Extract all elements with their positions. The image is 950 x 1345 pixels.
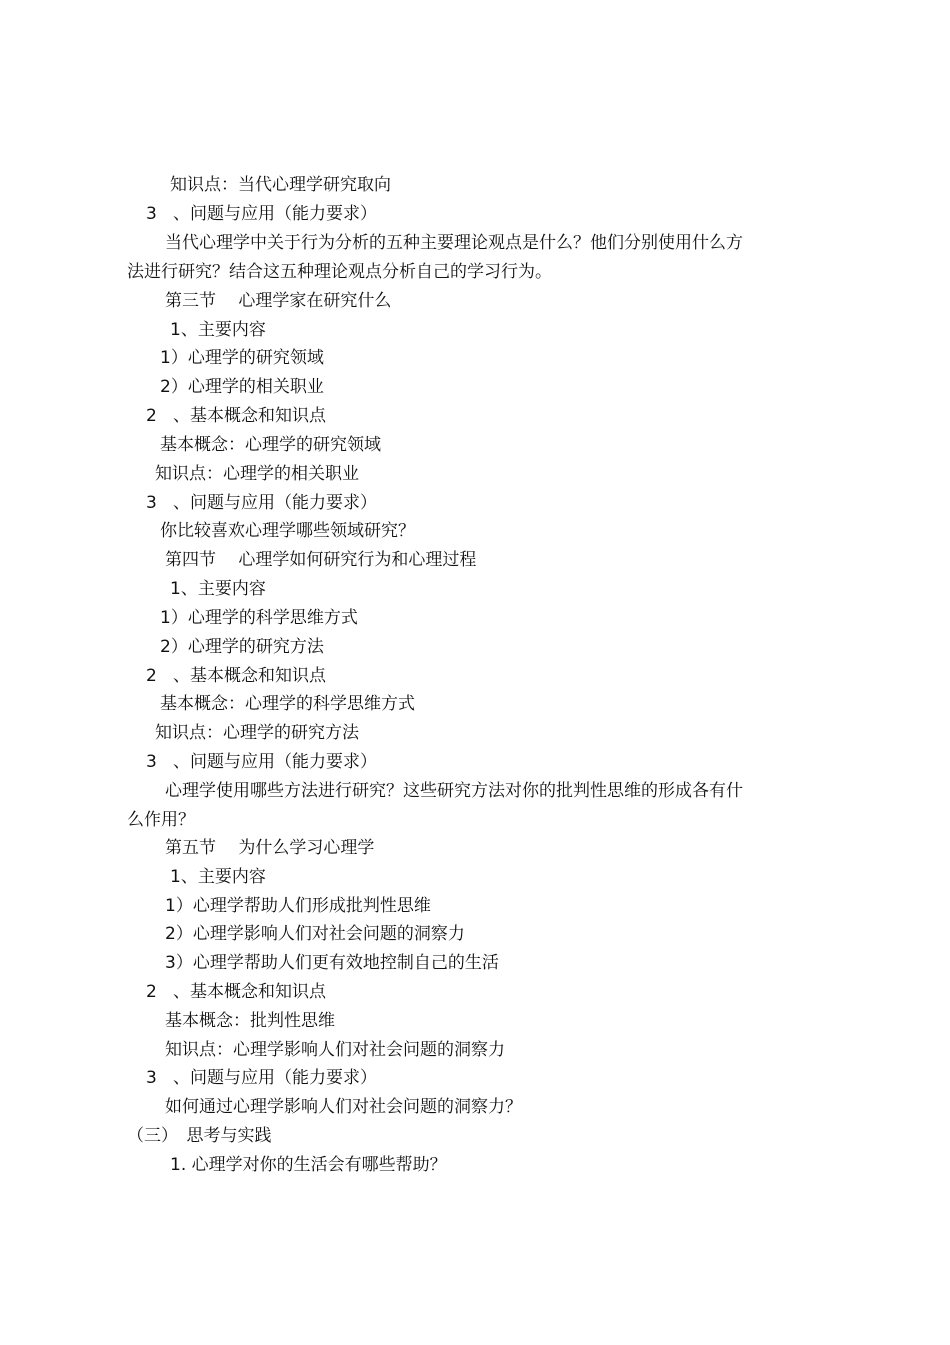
knowledge-point-line: 知识点：心理学影响人们对社会问题的洞察力 [165,1040,505,1060]
heading-number: 3 [146,204,157,224]
subheading: 1、主要内容 [170,579,266,599]
paragraph-line: 你比较喜欢心理学哪些领域研究？ [160,521,415,541]
heading-text: 、问题与应用（能力要求） [173,752,377,772]
list-item: 2）心理学的相关职业 [160,377,324,397]
list-item: 1）心理学的科学思维方式 [160,608,358,628]
list-item: 2）心理学的研究方法 [160,637,324,657]
heading-text: 、基本概念和知识点 [173,406,326,426]
basic-concept-line: 基本概念：心理学的科学思维方式 [160,694,415,714]
knowledge-point-line: 知识点：心理学的研究方法 [155,723,359,743]
heading-text: 、问题与应用（能力要求） [173,493,377,513]
concepts-heading [146,665,326,687]
practice-question: 1. 心理学对你的生活会有哪些帮助？ [170,1155,447,1175]
basic-concept-line: 基本概念：心理学的研究领域 [160,435,381,455]
paragraph-line: 法进行研究？结合这五种理论观点分析自己的学习行为。 [127,262,552,282]
paragraph-line: 么作用？ [127,810,195,830]
heading-number: 3 [146,752,157,772]
list-item: 1）心理学的研究领域 [160,348,324,368]
question-heading [146,203,377,225]
heading-number: 3 [146,493,157,513]
question-heading [146,492,377,514]
section-heading: 第五节 为什么学习心理学 [165,838,375,858]
subheading: 1、主要内容 [170,867,266,887]
part-heading: （三） 思考与实践 [127,1126,272,1146]
subheading: 1、主要内容 [170,320,266,340]
question-heading [146,1067,377,1089]
question-heading [146,751,377,773]
heading-number: 2 [146,406,157,426]
section-heading: 第三节 心理学家在研究什么 [165,291,392,311]
heading-text: 、问题与应用（能力要求） [173,1068,377,1088]
heading-number: 2 [146,666,157,686]
knowledge-point-line: 知识点：心理学的相关职业 [155,464,359,484]
heading-text: 、基本概念和知识点 [173,666,326,686]
heading-text: 、基本概念和知识点 [173,982,326,1002]
concepts-heading [146,981,326,1003]
section-heading: 第四节 心理学如何研究行为和心理过程 [165,550,477,570]
knowledge-point-line: 知识点：当代心理学研究取向 [170,175,391,195]
basic-concept-line: 基本概念：批判性思维 [165,1011,335,1031]
paragraph-line: 心理学使用哪些方法进行研究？这些研究方法对你的批判性思维的形成各有什 [165,781,743,801]
heading-number: 3 [146,1068,157,1088]
concepts-heading [146,405,326,427]
heading-text: 、问题与应用（能力要求） [173,204,377,224]
paragraph-line: 当代心理学中关于行为分析的五种主要理论观点是什么？他们分别使用什么方 [165,233,743,253]
list-item: 3）心理学帮助人们更有效地控制自己的生活 [165,953,499,973]
list-item: 1）心理学帮助人们形成批判性思维 [165,896,431,916]
heading-number: 2 [146,982,157,1002]
paragraph-line: 如何通过心理学影响人们对社会问题的洞察力？ [165,1097,522,1117]
list-item: 2）心理学影响人们对社会问题的洞察力 [165,924,465,944]
